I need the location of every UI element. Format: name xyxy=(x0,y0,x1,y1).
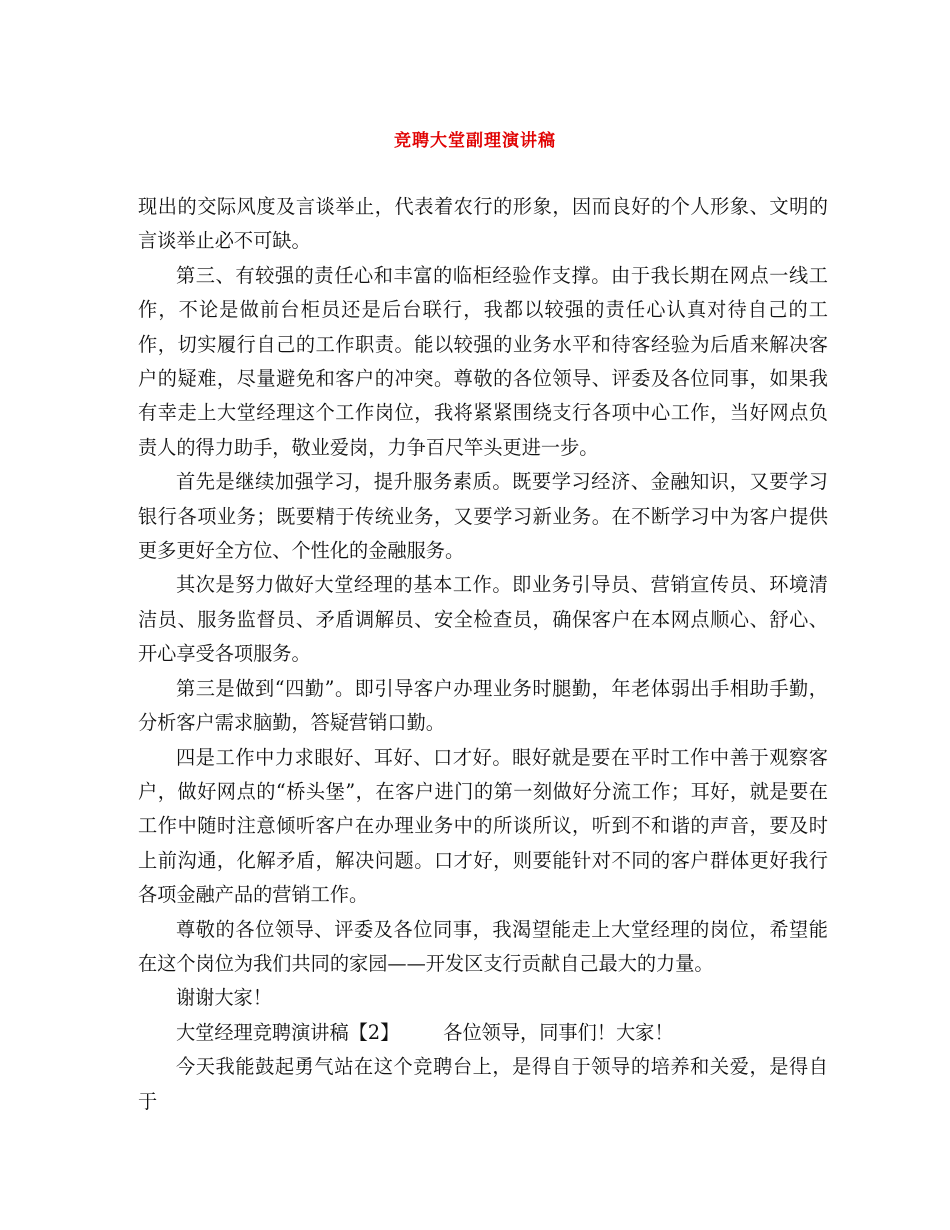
paragraph-3: 首先是继续加强学习，提升服务素质。既要学习经济、金融知识，又要学习银行各项业务；既要精于传统业务，又要学习新业务。在不断学习中为客户提供更多更好全方位、个性化的金融服务。 xyxy=(138,470,828,563)
paragraph-8: 谢谢大家！ xyxy=(176,986,272,1010)
paragraph-2: 第三、有较强的责任心和丰富的临柜经验作支撑。由于我长期在网点一线工作，不论是做前台柜员还是后台联行，我都以较强的责任心认真对待自己的工作，切实履行自己的工作职责。能以较强的业务水平和待客经验为后盾来解决客户的疑难，尽量避免和客户的冲突。尊敬的各位领导、评委及各位同事，如果我有幸走上大堂经理这个工作岗位，我将紧紧围绕支行各项中心工作，当好网点负责人的得力助手，敬业爱岗，力争百尺竿头更进一步。 xyxy=(138,263,828,459)
section-2-greeting: 各位领导，同事们！大家！ xyxy=(443,1020,674,1044)
paragraph-5: 第三是做到“四勤”。即引导客户办理业务时腿勤，年老体弱出手相助手勤，分析客户需求脑勤，答疑营销口勤。 xyxy=(138,676,828,735)
paragraph-4: 其次是努力做好大堂经理的基本工作。即业务引导员、营销宣传员、环境清洁员、服务监督员、矛盾调解员、安全检查员，确保客户在本网点顺心、舒心、开心享受各项服务。 xyxy=(138,573,828,666)
paragraph-1: 现出的交际风度及言谈举止，代表着农行的形象，因而良好的个人形象、文明的言谈举止必不可缺。 xyxy=(138,195,828,253)
section-2-heading-line xyxy=(138,1016,828,1050)
document-title: 竞聘大堂副理演讲稿 xyxy=(394,131,556,151)
paragraph-last: 今天我能鼓起勇气站在这个竞聘台上，是得自于领导的培养和关爱，是得自于 xyxy=(138,1055,828,1113)
document-body xyxy=(138,190,828,1119)
paragraph-7: 尊敬的各位领导、评委及各位同事，我渴望能走上大堂经理的岗位，希望能在这个岗位为我们共同的家园——开发区支行贡献自己最大的力量。 xyxy=(138,917,828,975)
section-2-heading: 大堂经理竞聘演讲稿【2】 xyxy=(176,1020,400,1044)
paragraph-6: 四是工作中力求眼好、耳好、口才好。眼好就是要在平时工作中善于观察客户，做好网点的“桥头堡”，在客户进门的第一刻做好分流工作；耳好，就是要在工作中随时注意倾听客户在办理业务中的所谈所议，听到不和谐的声音，要及时上前沟通，化解矛盾，解决问题。口才好，则要能针对不同的客户群体更好我行各项金融产品的营销工作。 xyxy=(138,745,828,907)
